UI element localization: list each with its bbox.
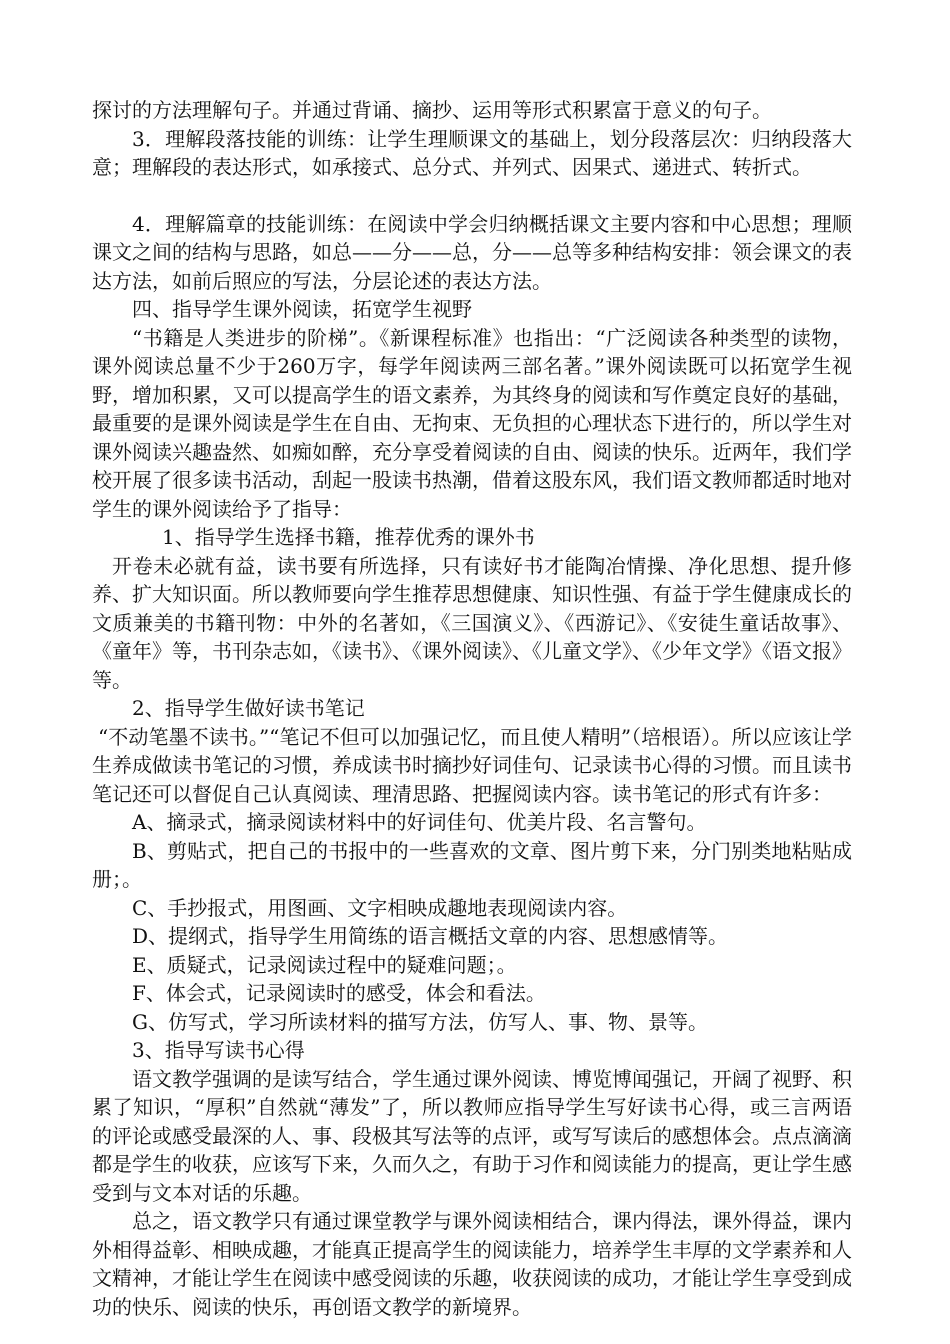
paragraph-3: 4．理解篇章的技能训练：在阅读中学会归纳概括课文主要内容和中心思想；理顺课文之间的结构与思路，如总——分——总，分——总等多种结构安排：领会课文的表达方法，如前后照应的写法，分层论述的表达方法。 <box>92 211 852 293</box>
note-form-f: F、体会式，记录阅读时的感受，体会和看法。 <box>132 981 546 1005</box>
note-form-b: B、剪贴式，把自己的书报中的一些喜欢的文章、图片剪下来，分门别类地粘贴成册；。 <box>92 838 852 891</box>
paragraph-2: 3．理解段落技能的训练：让学生理顺课文的基础上，划分段落层次：归纳段落大意；理解段的表达形式，如承接式、总分式、并列式、因果式、递进式、转折式。 <box>92 126 852 179</box>
note-form-c: C、手抄报式，用图画、文字相映成趣地表现阅读内容。 <box>132 895 628 920</box>
section-heading-4: 四、指导学生课外阅读，拓宽学生视野 <box>132 297 472 321</box>
note-form-d: D、提纲式，指导学生用简练的语言概括文章的内容、思想感情等。 <box>132 924 729 948</box>
conclusion-paragraph: 总之，语文教学只有通过课堂教学与课外阅读相结合，课内得法，课外得益，课内外相得益彰、相映成趣，才能真正提高学生的阅读能力，培养学生丰厚的文学素养和人文精神，才能让学生在阅读中感受阅读的乐趣，收获阅读的成功，才能让学生享受到成功的快乐、阅读的快乐，再创语文教学的新境界。 <box>92 1209 852 1319</box>
paragraph-9: “不动笔墨不读书。”“笔记不但可以加强记忆，而且使人精明”（培根语）。所以应该让学生养成做读书笔记的习惯，养成读书时摘抄好词佳句、记录读书心得的习惯。而且读书笔记还可以督促自己认真阅读、理清思路、把握阅读内容。读书笔记的形式有许多： <box>92 724 852 806</box>
note-form-g: G、仿写式，学习所读材料的描写方法，仿写人、事、物、景等。 <box>132 1009 708 1034</box>
paragraph-7: 开卷未必就有益，读书要有所选择，只有读好书才能陶冶情操、净化思想、提升修养、扩大知识面。所以教师要向学生推荐思想健康、知识性强、有益于学生健康成长的文质兼美的书籍刊物：中外的名著如，《三国演义》、《西游记》、《安徒生童话故事》、《童年》等，书刊杂志如，《读书》、《课外阅读》、《儿童文学》、《少年文学》《语文报》等。 <box>92 553 852 692</box>
blank-line <box>92 182 852 210</box>
paragraph-5: “书籍是人类进步的阶梯”。《新课程标准》也指出：“广泛阅读各种类型的读物，课外阅读总量不少于260万字，每学年阅读两三部名著。”课外阅读既可以拓宽学生视野，增加积累，又可以提高学生的语文素养，为其终身的阅读和写作奠定良好的基础，最重要的是课外阅读是学生在自由、无拘束、无负担的心理状态下进行的，所以学生对课外阅读兴趣盎然、如痴如醉，充分享受着阅读的自由、阅读的快乐。近两年，我们学校开展了很多读书活动，刮起一股读书热潮，借着这股东风，我们语文教师都适时地对学生的课外阅读给予了指导： <box>92 325 852 521</box>
document-page <box>92 96 852 1321</box>
note-form-e: E、质疑式，记录阅读过程中的疑难问题；。 <box>132 952 517 977</box>
note-form-a: A、摘录式，摘录阅读材料中的好词佳句、优美片段、名言警句。 <box>132 810 707 834</box>
subheading-2: 2、指导学生做好读书笔记 <box>132 696 365 720</box>
subheading-1: 1、指导学生选择书籍，推荐优秀的课外书 <box>162 525 535 549</box>
paragraph-11: 语文教学强调的是读写结合，学生通过课外阅读、博览博闻强记，开阔了视野、积累了知识，“厚积”自然就“薄发”了，所以教师应指导学生写好读书心得，或三言两语的评论或感受最深的人、事、段极其写法等的点评，或写写读后的感想体会。点点滴滴都是学生的收获，应该写下来，久而久之，有助于习作和阅读能力的提高，更让学生感受到与文本对话的乐趣。 <box>92 1066 852 1205</box>
paragraph-1: 探讨的方法理解句子。并通过背诵、摘抄、运用等形式积累富于意义的句子。 <box>92 98 772 122</box>
subheading-3: 3、指导写读书心得 <box>132 1038 305 1062</box>
